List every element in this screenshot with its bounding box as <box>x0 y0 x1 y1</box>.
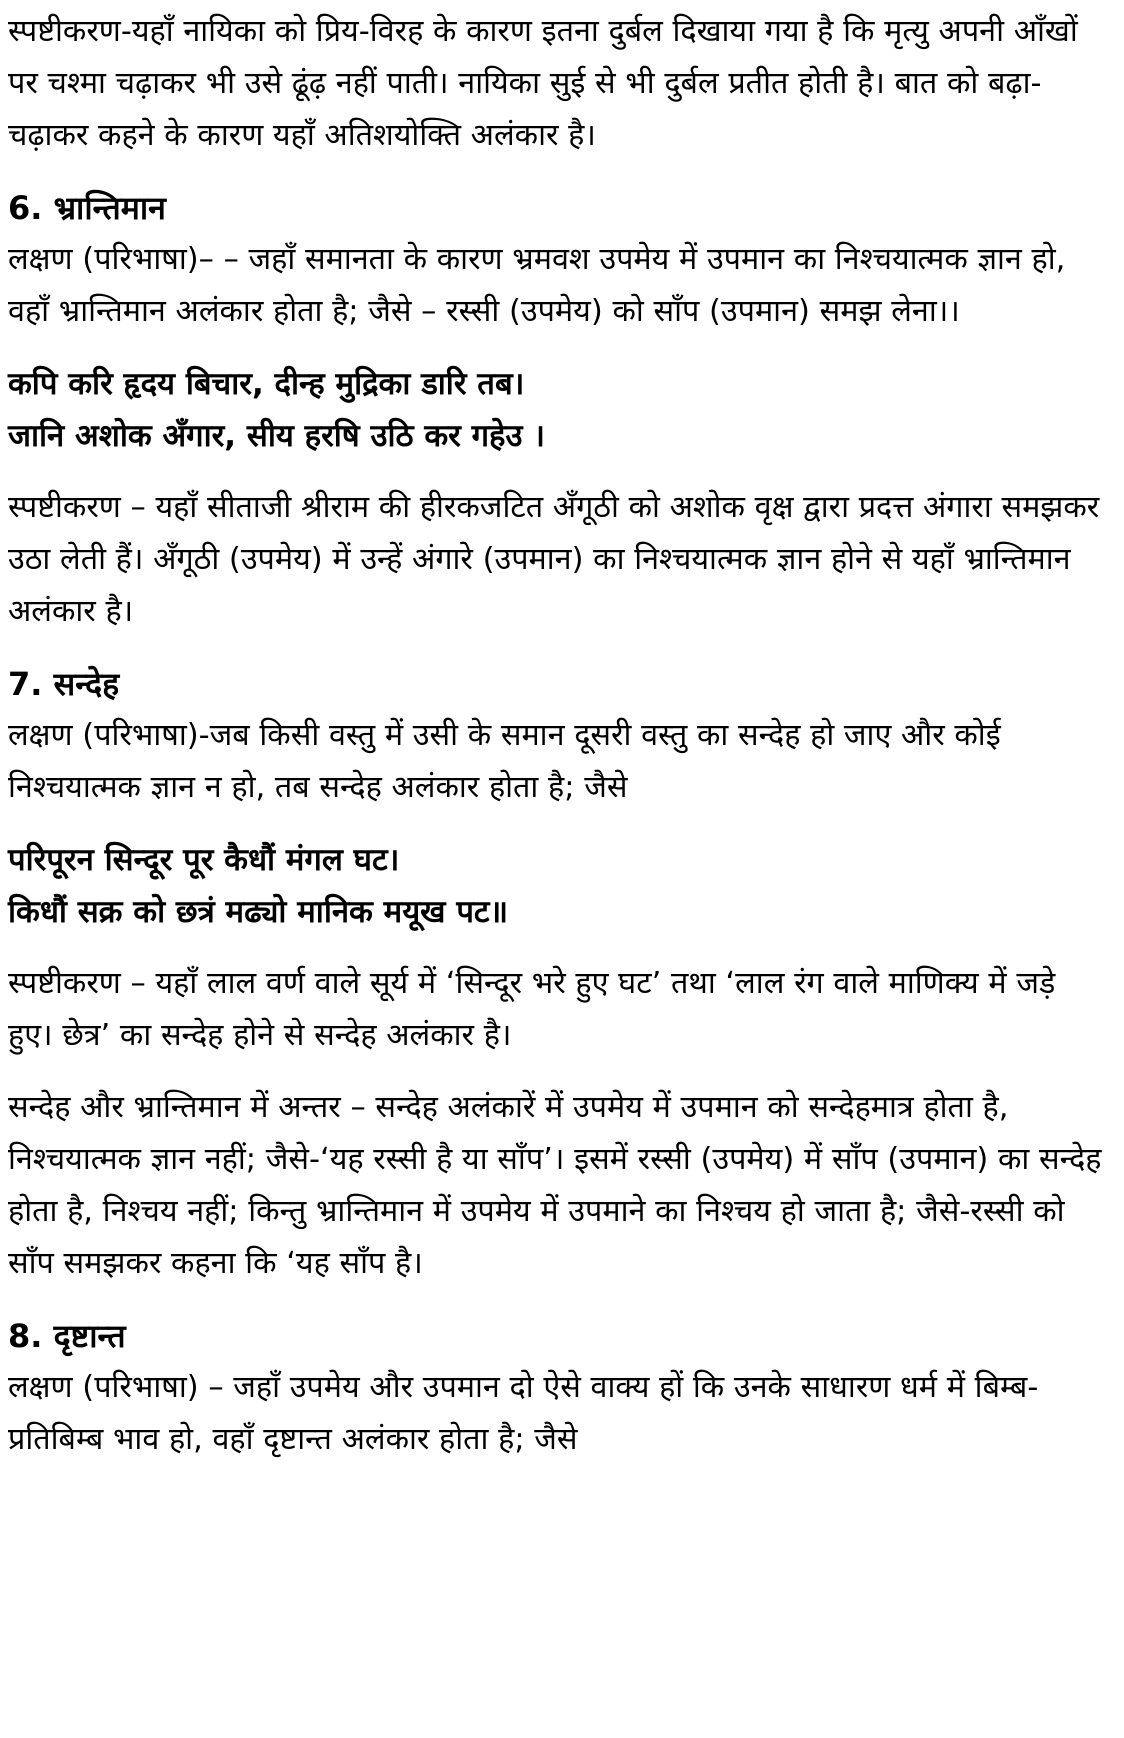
difference-paragraph: सन्देह और भ्रान्तिमान में अन्तर – सन्देह अलंकारें में उपमेय में उपमान को सन्देहमात्र होता है, निश्चयात्मक ज्ञान नहीं; जैसे-‘यह रस्सी है या साँप’। इसमें रस्सी (उपमेय) में साँप (उपमान) का सन्देह होता है, निश्चय नहीं; किन्तु भ्रान्तिमान में उपमेय में उपमाने का निश्चय हो जाता है; जैसे-रस्सी को साँप समझकर कहना कि ‘यह साँप है। <box>8 1090 1102 1281</box>
verse-line: किधौं सक्र को छत्रं मढ्यो मानिक मयूख पट॥ <box>8 894 509 930</box>
section-heading-sandeh: 7. सन्देह <box>8 665 120 703</box>
definition-bhrantiman: लक्षण (परिभाषा)– – जहाँ समानता के कारण भ्रमवश उपमेय में उपमान का निश्चयात्मक ज्ञान हो, वहाँ भ्रान्तिमान अलंकार होता है; जैसे – रस्सी (उपमेय) को साँप (उपमान) समझ लेना।। <box>8 242 1066 329</box>
section-heading-bhrantiman: 6. भ्रान्तिमान <box>8 189 166 227</box>
definition-drishtant: लक्षण (परिभाषा) – जहाँ उपमेय और उपमान दो ऐसे वाक्य हों कि उनके साधारण धर्म में बिम्ब-प्रतिबिम्ब भाव हो, वहाँ दृष्टान्त अलंकार होता है; जैसे <box>8 1370 1039 1457</box>
verse-line: परिपूरन सिन्दूर पूर कैधौं मंगल घट। <box>8 842 400 878</box>
section-heading-drishtant: 8. दृष्टान्त <box>8 1317 126 1355</box>
definition-sandeh: लक्षण (परिभाषा)-जब किसी वस्तु में उसी के समान दूसरी वस्तु का सन्देह हो जाए और कोई निश्चयात्मक ज्ञान न हो, तब सन्देह अलंकार होता है; जैसे <box>8 718 1001 805</box>
explanation-paragraph: स्पष्टीकरण-यहाँ नायिका को प्रिय-विरह के कारण इतना दुर्बल दिखाया गया है कि मृत्यु अपनी आँखों पर चश्मा चढ़ाकर भी उसे ढूंढ़ नहीं पाती। नायिका सुई से भी दुर्बल प्रतीत होती है। बात को बढ़ा-चढ़ाकर कहने के कारण यहाँ अतिशयोक्ति अलंकार है। <box>8 14 1078 153</box>
explanation-bhrantiman: स्पष्टीकरण – यहाँ सीताजी श्रीराम की हीरकजटित अँगूठी को अशोक वृक्ष द्वारा प्रदत्त अंगारा समझकर उठा लेती हैं। अँगूठी (उपमेय) में उन्हें अंगारे (उपमान) का निश्चयात्मक ज्ञान होने से यहाँ भ्रान्तिमान अलंकार है। <box>8 490 1100 629</box>
explanation-sandeh: स्पष्टीकरण – यहाँ लाल वर्ण वाले सूर्य में ‘सिन्दूर भरे हुए घट’ तथा ‘लाल रंग वाले माणिक्य में जड़े हुए। छेत्र’ का सन्देह होने से सन्देह अलंकार है। <box>8 966 1056 1053</box>
verse-line: जानि अशोक अँगार, सीय हरषि उठि कर गहेउ । <box>8 418 546 454</box>
verse-line: कपि करि हृदय बिचार, दीन्ह मुद्रिका डारि तब। <box>8 366 525 402</box>
